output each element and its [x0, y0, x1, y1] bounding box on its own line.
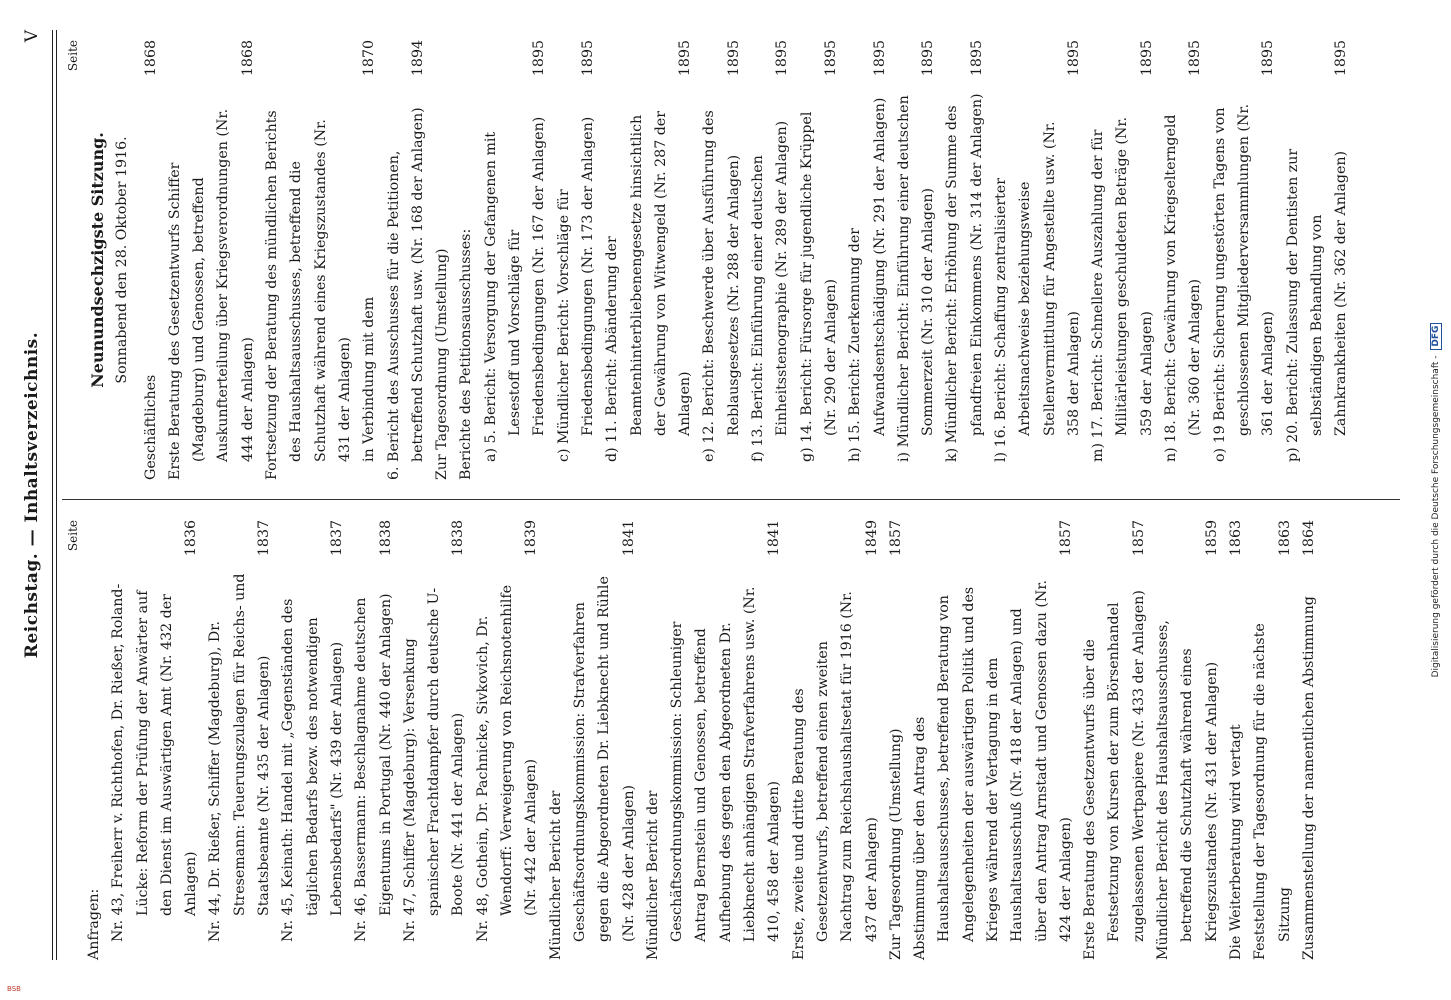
seite-label: Seite	[66, 520, 80, 552]
toc-entry-text: Nr. 48, Gothein, Dr. Pachnicke, Sivkovich, Dr. Wendorff: Verweigerung von Reichsnotenhilfe (Nr. 442 der Anlagen)	[474, 584, 540, 942]
toc-entry-text: k) Mündlicher Bericht: Erhöhung der Summe des pfandfreien Einkommens (Nr. 314 der Anlagen)	[944, 93, 985, 462]
toc-entry-page: 1868	[142, 40, 159, 77]
toc-entry-page: 1895	[1260, 40, 1277, 77]
header-rule-thin	[56, 30, 57, 960]
toc-entry	[787, 520, 884, 960]
toc-entry	[1208, 40, 1281, 480]
toc-entry-text: 6. Bericht des Ausschusses für die Petitionen, betreffend Schutzhaft usw. (Nr. 168 der Anlagen)	[385, 107, 426, 480]
header-rule	[52, 30, 53, 960]
toc-entry-page: 1895	[871, 40, 888, 77]
toc-entry-page: 1841	[620, 520, 637, 557]
toc-entry	[544, 520, 641, 960]
toc-entry	[843, 40, 892, 480]
toc-entry	[1086, 40, 1159, 480]
toc-entry-text: Nr. 44, Dr. Rießer, Schiffer (Magdeburg), Dr. Stresemann: Teuerungszulagen für Reichs- und Staatsbeamte (Nr. 435 der Anlagen)	[207, 573, 273, 942]
funding-note-text: Digitalisierung gefördert durch die Deutsche Forschungsgemeinschaft -	[1431, 355, 1441, 678]
toc-entry-text: Erste Beratung des Gesetzentwurfs Schiffer (Magdeburg) und Genossen, betreffend Auskunfterteilung über Kriegsverordnungen (Nr. 444 der Anlagen)	[166, 108, 256, 480]
toc-entry-page: 1870	[361, 40, 378, 77]
toc-entry-text: Fortsetzung der Beratung des mündlichen Berichts des Haushaltsausschusses, betreffend die Schutzhaft während eines Kriegszustandes (Nr. 431 der Anlagen)	[264, 110, 353, 480]
toc-entry-page: 1859	[1203, 520, 1220, 557]
toc-entry-page: 1868	[239, 40, 256, 77]
toc-entry-page: 1895	[822, 40, 839, 77]
left-entry-list	[82, 520, 1321, 960]
toc-entry	[163, 40, 260, 480]
toc-entry-text: g) 14. Bericht: Fürsorge für jugendliche Krüppel (Nr. 290 der Anlagen)	[798, 111, 839, 462]
toc-entry	[940, 40, 989, 480]
toc-entry-text: f) 13. Bericht: Einführung einer deutschen Einheitsstenographie (Nr. 289 der Anlagen)	[750, 120, 791, 462]
toc-entry-text: c) Mündlicher Bericht: Vorschläge für Friedensbedingungen (Nr. 173 der Anlagen)	[555, 116, 596, 462]
toc-entry	[82, 520, 106, 960]
toc-entry-page: 1837	[328, 520, 345, 557]
toc-entry	[349, 520, 398, 960]
toc-entry-page: 1895	[1138, 40, 1155, 77]
toc-entry	[697, 40, 746, 480]
toc-entry-text: Die Weiterberatung wird vertagt	[1227, 724, 1244, 960]
toc-entry-page: 1895	[968, 40, 985, 77]
toc-entry	[892, 40, 941, 480]
toc-entry-text: Mündlicher Bericht der Geschäftsordnungskommission: Strafverfahren gegen die Abgeordneten Dr. Liebknecht und Rühle (Nr. 428 der Anlagen)	[547, 576, 637, 960]
toc-entry-page: 1838	[377, 520, 394, 557]
toc-entry	[276, 520, 349, 960]
toc-entry	[1281, 40, 1354, 480]
toc-entry	[884, 520, 908, 960]
toc-entry-page: 1857	[1057, 520, 1074, 557]
toc-entry-text: Nr. 45, Keinath: Handel mit „Gegenständen des täglichen Bedarfs bezw. des notwendigen Lebensbedarfs" (Nr. 439 der Anlagen)	[280, 598, 345, 942]
toc-entry-text: Erste, zweite und dritte Beratung des Gesetzentwurfs, betreffend einen zweiten Nachtrag zum Reichshaushaltsetat für 1916 (Nr. 437 der Anlagen)	[790, 591, 880, 960]
dfg-logo: DFG	[1430, 323, 1442, 350]
toc-entry-text: Nr. 43, Freiherr v. Richthofen, Dr. Rießer, Roland-Lücke: Reform der Prüfung der Anwärter auf den Dienst im Auswärtigen Amt (Nr. 432 der Anlagen)	[110, 583, 200, 942]
toc-entry-page: 1839	[523, 520, 540, 557]
toc-entry-text: e) 12. Bericht: Beschwerde über Ausführung des Reblausgesetzes (Nr. 288 der Anlagen)	[701, 110, 742, 462]
toc-entry	[203, 520, 276, 960]
funding-note	[1422, 0, 1444, 1000]
right-entry-list	[139, 40, 1354, 480]
toc-entry-page: 1895	[920, 40, 937, 77]
toc-entry-text: Nr. 46, Bassermann: Beschlagnahme deutschen Eigentums in Portugal (Nr. 440 der Anlagen)	[353, 593, 394, 942]
toc-entry-text: h) 15. Bericht: Zuerkennung der Aufwandsentschädigung (Nr. 291 der Anlagen)	[847, 97, 888, 462]
toc-entry	[357, 40, 381, 480]
toc-entry-text: l) 16. Bericht: Schaffung zentralisierter Arbeitsnachweise beziehungsweise Stellenvermittlung für Angestellte usw. (Nr. 358 der Anlagen)	[992, 121, 1082, 462]
toc-entry	[1078, 520, 1151, 960]
toc-entry-page: 1841	[766, 520, 783, 557]
toc-entry-text: Abstimmung über den Antrag des Haushaltsausschusses, betreffend Beratung von Angelegenheiten der auswärtigen Politik und des Krieges während der Vertagung in dem Haushaltsausschuß (Nr. 418 der Anlagen) und über den Antrag Arnstadt und Genossen dazu (Nr. 424 der Anlagen)	[912, 579, 1074, 960]
toc-entry-page: 1857	[887, 520, 904, 557]
toc-entry	[139, 40, 163, 480]
toc-entry-text: Zusammenstellung der namentlichen Abstimmung	[1300, 596, 1317, 960]
toc-entry-text: m) 17. Bericht: Schnellere Auszahlung der für Militärleistungen geschuldeten Beträge (Nr. 359 der Anlagen)	[1090, 116, 1155, 462]
toc-entry	[479, 40, 552, 480]
toc-entry	[641, 520, 787, 960]
toc-entry-page: 1895	[1333, 40, 1350, 77]
toc-entry-page: 1838	[450, 520, 467, 557]
seite-label: Seite	[66, 40, 80, 72]
toc-entry	[471, 520, 544, 960]
toc-entry	[600, 40, 697, 480]
toc-entry-page: 1895	[531, 40, 548, 77]
toc-entry-page: 1894	[409, 40, 426, 77]
toc-entry	[1248, 520, 1297, 960]
toc-entry-text: o) 19 Bericht: Sicherung ungestörten Tagens von geschlossenen Mitgliederversammlungen (Nr. 361 der Anlagen)	[1211, 103, 1277, 462]
toc-entry-text: Feststellung der Tagesordnung für die nächste Sitzung	[1252, 623, 1293, 960]
toc-entry	[1159, 40, 1208, 480]
toc-entry	[1297, 520, 1321, 960]
running-header	[22, 30, 46, 960]
toc-entry	[795, 40, 844, 480]
toc-entry-page: 1857	[1130, 520, 1147, 557]
toc-entry-text: Zur Tagesordnung (Umstellung)	[434, 248, 451, 480]
left-column	[66, 520, 1400, 960]
toc-entry-page: 1864	[1300, 520, 1317, 557]
toc-entry-text: n) 18. Bericht: Gewährung von Kriegselterngeld (Nr. 360 der Anlagen)	[1163, 114, 1204, 462]
toc-entry-text: Mündlicher Bericht der Geschäftsordnungskommission: Schleuniger Antrag Bernstein und Genossen, betreffend Aufhebung des gegen den Abgeordneten Dr. Liebknecht anhängigen Strafverfahrens usw. (Nr. 410, 458 der Anlagen)	[644, 586, 783, 960]
column-divider	[62, 499, 1400, 500]
toc-entry	[552, 40, 601, 480]
toc-entry	[989, 40, 1086, 480]
toc-entry-page: 1863	[1227, 520, 1244, 557]
sitting-date: Sonnabend den 28. Oktober 1916.	[114, 136, 131, 384]
toc-entry	[746, 40, 795, 480]
toc-entry-page: 1837	[256, 520, 273, 557]
toc-entry	[430, 40, 454, 480]
toc-entry-text: Berichte des Petitionsausschusses:	[458, 228, 475, 480]
toc-entry-page: 1895	[774, 40, 791, 77]
toc-entry-text: d) 11. Bericht: Abänderung der Beamtenhinterbliebenengesetze hinsichtlich der Gewährung von Witwengeld (Nr. 287 der Anlagen)	[604, 111, 694, 462]
toc-entry	[454, 40, 478, 480]
toc-entry-text: i) Mündlicher Bericht: Einführung einer deutschen Sommerzeit (Nr. 310 der Anlagen)	[895, 95, 937, 462]
toc-entry-page: 1895	[1065, 40, 1082, 77]
toc-entry-text: Mündlicher Bericht des Haushaltsausschusses, betreffend die Schutzhaft während eines Kriegszustandes (Nr. 431 der Anlagen)	[1155, 620, 1220, 960]
sitting-title: Neunundsechzigste Sitzung.	[88, 132, 107, 388]
toc-entry	[106, 520, 203, 960]
toc-entry-text: Nr. 47, Schiffer (Magdeburg): Versenkung spanischer Frachtdampfer durch deutsche U-Boote (Nr. 441 der Anlagen)	[401, 587, 467, 942]
toc-entry-text: Geschäftliches	[142, 374, 159, 480]
toc-entry-page: 1895	[677, 40, 694, 77]
toc-entry-page: 1836	[183, 520, 200, 557]
right-column	[66, 40, 1400, 480]
toc-entry-text: a) 5. Bericht: Versorgung der Gefangenen mit Lesestoff und Vorschläge für Friedensbedingungen (Nr. 167 der Anlagen)	[482, 116, 548, 462]
toc-entry-text: in Verbindung mit dem	[361, 296, 378, 462]
toc-entry	[1151, 520, 1224, 960]
toc-entry-page: 1895	[1187, 40, 1204, 77]
library-stamp: BSB	[7, 985, 21, 993]
toc-entry	[260, 40, 357, 480]
toc-entry	[908, 520, 1078, 960]
toc-entry	[1224, 520, 1248, 960]
toc-entry-page: 1895	[725, 40, 742, 77]
toc-entry	[382, 40, 431, 480]
toc-entry-page: 1895	[579, 40, 596, 77]
toc-entry-text: Zur Tagesordnung (Umstellung)	[887, 728, 904, 960]
toc-entry-text: Erste Beratung des Gesetzentwurfs über die Festsetzung von Kursen der zum Börsenhandel zugelassenen Wertpapiere (Nr. 433 der Anlagen)	[1082, 590, 1147, 960]
toc-entry-text: Anfragen:	[86, 888, 102, 960]
page-number: V	[22, 30, 42, 43]
toc-entry-page: 1863	[1276, 520, 1293, 557]
toc-entry-text: p) 20. Bericht: Zulassung der Dentisten zur selbständigen Behandlung von Zahnkrankheiten (Nr. 362 der Anlagen)	[1284, 148, 1350, 462]
toc-entry	[398, 520, 471, 960]
running-title: Reichstag. — Inhaltsverzeichnis.	[22, 331, 42, 659]
toc-entry-page: 1849	[863, 520, 880, 557]
